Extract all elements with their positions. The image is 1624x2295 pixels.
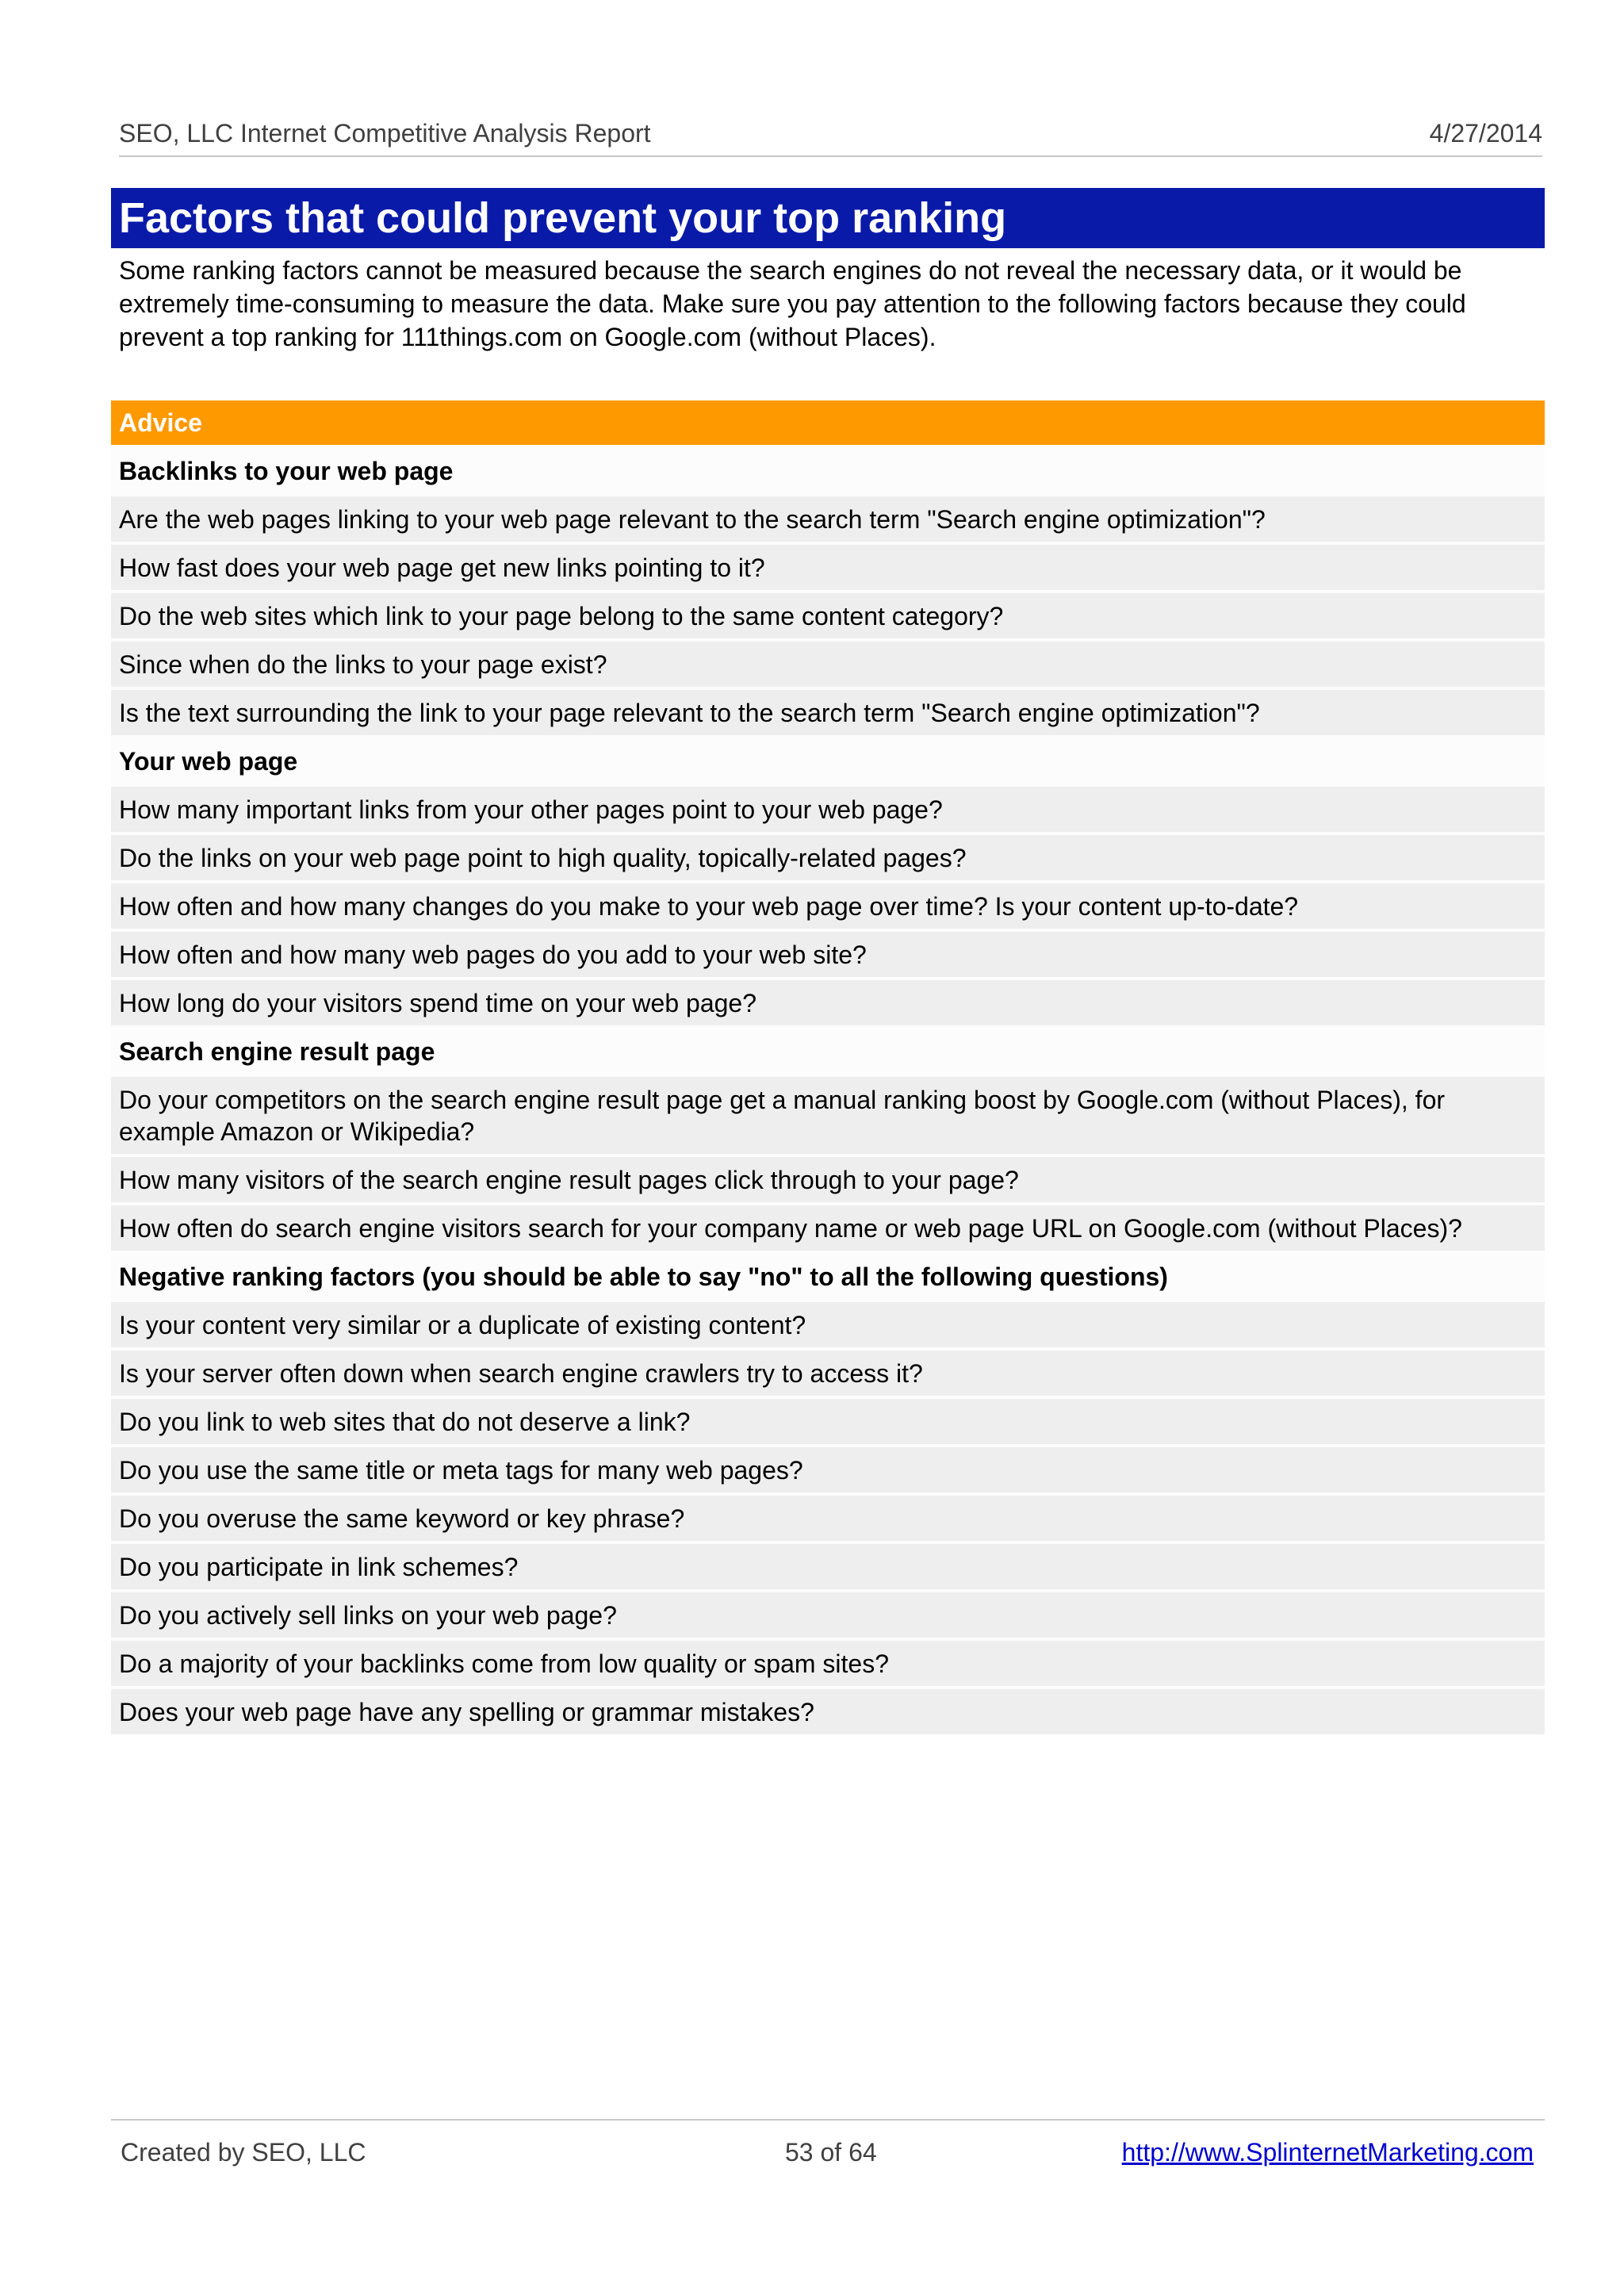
footer-website-link[interactable]: http://www.SplinternetMarketing.com — [1121, 2138, 1534, 2167]
page-footer — [111, 2119, 1545, 2176]
advice-table-header: Advice — [111, 400, 1545, 445]
footer-created-by: Created by SEO, LLC — [121, 2138, 366, 2167]
advice-row: Is the text surrounding the link to your page relevant to the search term "Search engine optimization"? — [111, 690, 1545, 735]
advice-group-heading: Search engine result page — [119, 1037, 435, 1066]
advice-row: Do a majority of your backlinks come from low quality or spam sites? — [111, 1641, 1545, 1686]
footer-page-number: 53 of 64 — [785, 2138, 877, 2167]
advice-row: Is your server often down when search engine crawlers try to access it? — [111, 1351, 1545, 1396]
advice-row: Do you use the same title or meta tags for many web pages? — [111, 1447, 1545, 1492]
advice-row: Does your web page have any spelling or grammar mistakes? — [111, 1689, 1545, 1734]
report-date: 4/27/2014 — [1429, 119, 1542, 148]
advice-row: Do the web sites which link to your page belong to the same content category? — [111, 593, 1545, 638]
advice-table — [111, 400, 1545, 1728]
advice-row: Do you participate in link schemes? — [111, 1544, 1545, 1589]
section-intro: Some ranking factors cannot be measured because the search engines do not reveal the necessary data, or it would be extremely time-consuming to measure the data. Make sure you pay attention to the following factors because they could prevent a top ranking for 111things.com on Google.com (without Places). — [119, 256, 1466, 351]
report-title: SEO, LLC Internet Competitive Analysis Report — [119, 119, 651, 148]
advice-group-heading: Backlinks to your web page — [119, 457, 454, 485]
section-title: Factors that could prevent your top ranking — [111, 188, 1545, 248]
advice-row: How fast does your web page get new links pointing to it? — [111, 545, 1545, 590]
advice-row: Do you link to web sites that do not deserve a link? — [111, 1399, 1545, 1444]
advice-row: Do the links on your web page point to high quality, topically-related pages? — [111, 835, 1545, 880]
advice-row: How often and how many changes do you make to your web page over time? Is your content up-to-date? — [111, 883, 1545, 929]
advice-row: Is your content very similar or a duplicate of existing content? — [111, 1302, 1545, 1347]
advice-row: Do you overuse the same keyword or key phrase? — [111, 1496, 1545, 1541]
advice-group-heading: Your web page — [119, 747, 298, 776]
advice-row: How many visitors of the search engine result pages click through to your page? — [111, 1157, 1545, 1202]
advice-row: Are the web pages linking to your web page relevant to the search term "Search engine optimization"? — [111, 496, 1545, 542]
advice-row: How many important links from your other pages point to your web page? — [111, 787, 1545, 832]
advice-row: Do your competitors on the search engine result page get a manual ranking boost by Google.com (without Places), for example Amazon or Wikipedia? — [111, 1077, 1545, 1154]
page-header — [119, 116, 1542, 157]
advice-row: Do you actively sell links on your web page? — [111, 1592, 1545, 1638]
advice-row: Since when do the links to your page exist? — [111, 642, 1545, 687]
advice-group-heading: Negative ranking factors (you should be able to say "no" to all the following questions) — [119, 1262, 1168, 1291]
advice-rows — [111, 448, 1545, 1734]
advice-row: How often do search engine visitors search for your company name or web page URL on Google.com (without Places)? — [111, 1205, 1545, 1251]
advice-row: How long do your visitors spend time on your web page? — [111, 980, 1545, 1025]
advice-row: How often and how many web pages do you add to your web site? — [111, 932, 1545, 977]
